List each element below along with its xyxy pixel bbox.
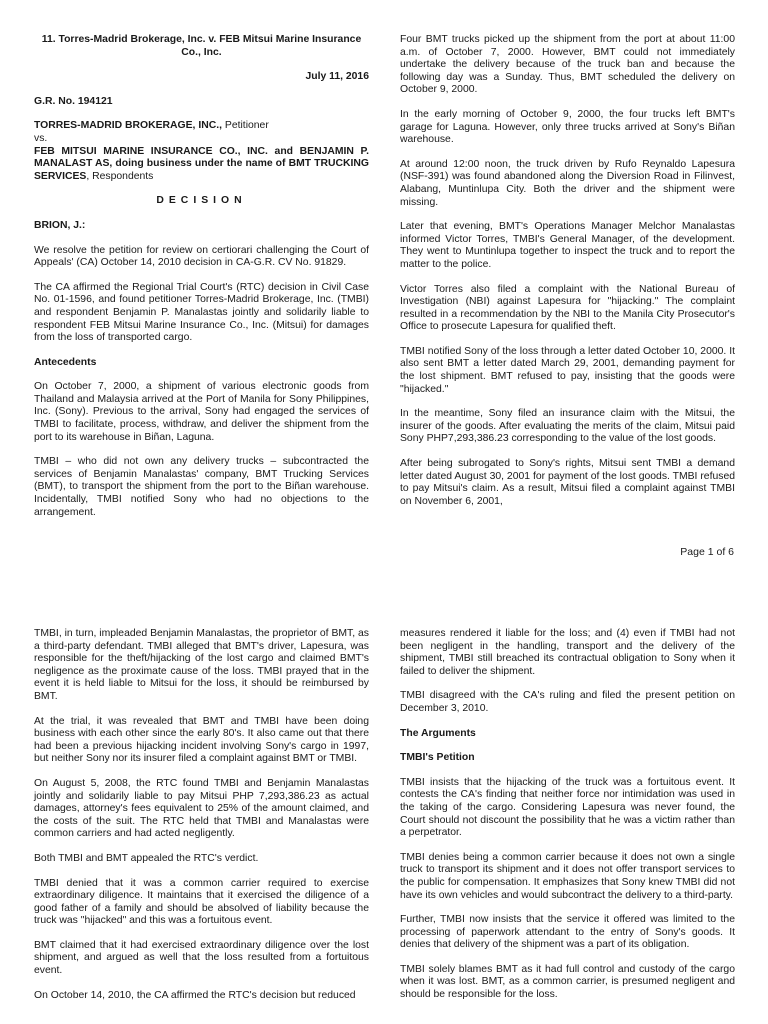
section-heading-petition: TMBI's Petition — [400, 752, 475, 764]
paragraph: At around 12:00 noon, the truck driven by Rufo Reynaldo Lapesura (NSF-391) was found abandoned along the Diversion Road in Filinvest, Alabang, Muntinlupa City. Both the driver and the shipment were missing. — [400, 158, 735, 208]
respondents-names: FEB MITSUI MARINE INSURANCE CO., INC. and BENJAMIN P. MANALAST AS, doing business under the name of BMT TRUCKING SERVICES — [34, 145, 369, 182]
paragraph: In the early morning of October 9, 2000, the four trucks left BMT's garage for Laguna. However, only three trucks arrived at Sony's Biñan warehouse. — [400, 108, 735, 146]
paragraph: Four BMT trucks picked up the shipment from the port at about 11:00 a.m. of October 7, 2000. However, BMT could not immediately undertake the delivery because of the truck ban and because the following day was a Sunday. Thus, BMT scheduled the delivery on October 9, 2000. — [400, 34, 735, 96]
paragraph: In the meantime, Sony filed an insurance claim with the Mitsui, the insurer of the goods. After evaluating the merits of the claim, Mitsui paid Sony PHP7,293,386.23 corresponding to the value of the lost goods. — [400, 408, 735, 445]
gr-number: G.R. No. 194121 — [34, 95, 113, 107]
section-heading-antecedents: Antecedents — [34, 356, 97, 368]
paragraph: TMBI, in turn, impleaded Benjamin Manalastas, the proprietor of BMT, as a third-party defendant. TMBI alleged that BMT's driver, Lapesura, was responsible for the theft/hijacking of the lost cargo and claimed BMT's negligence as the proximate cause of the loss. TMBI prayed that in the event it is held liable to Mitsui for the loss, it should be reimbursed by BMT. — [34, 628, 369, 702]
petitioner-role: Petitioner — [222, 120, 269, 132]
paragraph: TMBI denies being a common carrier because it does not own a single truck to transport its shipment and it does not offer transport services to the public for compensation. It emphasizes that Sony knew TMBI did not have its own vehicles and would subcontract the delivery to a third-party. — [400, 851, 735, 901]
case-title: 11. Torres-Madrid Brokerage, Inc. v. FEB Mitsui Marine Insurance Co., Inc. — [41, 34, 362, 58]
paragraph: Victor Torres also filed a complaint with the National Bureau of Investigation (NBI) against Lapesura for "hijacking." The complaint resulted in a recommendation by the NBI to the Manila City Prosecutor's Office to prosecute Lapesura for qualified theft. — [400, 283, 735, 333]
paragraph: BMT claimed that it had exercised extraordinary diligence over the lost shipment, and argued as well that the loss resulted from a fortuitous event. — [34, 939, 369, 977]
decision-heading: DECISION — [156, 195, 247, 207]
respondents-role: , Respondents — [86, 170, 154, 182]
page-number: Page 1 of 6 — [680, 546, 734, 558]
paragraph: measures rendered it liable for the loss; and (4) even if TMBI had not been negligent in the handling, transport and the delivery of the shipment, TMBI still breached its contractual obligation to Sony when it failed to deliver the shipment. — [400, 628, 735, 677]
paragraph: On August 5, 2008, the RTC found TMBI and Benjamin Manalastas jointly and solidarily liable to pay Mitsui PHP 7,293,386.23 as actual damages, attorney's fees equivalent to 25% of the amount claimed, and the costs of the suit. The RTC held that TMBI and Manalastas were common carriers and had acted negligently. — [34, 777, 369, 840]
decision-date: July 11, 2016 — [305, 71, 369, 83]
paragraph: The CA affirmed the Regional Trial Court's (RTC) decision in Civil Case No. 01-1596, and found petitioner Torres-Madrid Brokerage, Inc. (TMBI) and respondent Benjamin P. Manalastas jointly and solidarily liable to respondent FEB Mitsui Marine Insurance Co., Inc. (Mitsui) for damages from the loss of transported cargo. — [34, 281, 369, 344]
paragraph: TMBI notified Sony of the loss through a letter dated October 10, 2000. It also sent BMT a letter dated March 29, 2001, demanding payment for the lost shipment. BMT refused to pay, insisting that the goods were "hijacked." — [400, 345, 735, 395]
paragraph: On October 7, 2000, a shipment of various electronic goods from Thailand and Malaysia arrived at the Port of Manila for Sony Philippines, Inc. (Sony). Previous to the arrival, Sony had engaged the services of TMBI to facilitate, process, withdraw, and deliver the shipment from the port to its warehouse in Biñan, Laguna. — [34, 381, 369, 443]
section-heading-arguments: The Arguments — [400, 727, 476, 739]
paragraph: At the trial, it was revealed that BMT and TMBI have been doing business with each other since the early 80's. It also came out that there had been a previous hijacking incident involving Sony's cargo in 1997, but neither Sony nor its insurer filed a complaint against BMT or TMBI. — [34, 715, 369, 765]
paragraph: TMBI insists that the hijacking of the truck was a fortuitous event. It contests the CA's finding that neither force nor intimidation was used in the taking of the cargo. Considering Lapesura was never found, the Court should not discount the possibility that he was a victim rather than a perpetrator. — [400, 776, 735, 839]
page1-right-column — [400, 34, 735, 520]
parties — [34, 120, 369, 183]
paragraph: On October 14, 2010, the CA affirmed the RTC's decision but reduced — [34, 989, 356, 1001]
page2-left-column — [34, 628, 369, 1014]
paragraph: TMBI disagreed with the CA's ruling and filed the present petition on December 3, 2010. — [400, 690, 735, 714]
paragraph: Both TMBI and BMT appealed the RTC's verdict. — [34, 852, 259, 864]
paragraph: Further, TMBI now insists that the service it offered was limited to the processing of paperwork attendant to the entry of Sony's goods. It denies that delivery of the shipment was a part of its obligation. — [400, 914, 735, 951]
paragraph: After being subrogated to Sony's rights, Mitsui sent TMBI a demand letter dated August 30, 2001 for payment of the lost goods. TMBI refused to pay Mitsui's claim. As a result, Mitsui filed a complaint against TMBI on November 6, 2001, — [400, 458, 735, 507]
paragraph: TMBI solely blames BMT as it had full control and custody of the cargo when it was lost. BMT, as a common carrier, is presumed negligent and should be responsible for the loss. — [400, 963, 735, 1001]
paragraph: Later that evening, BMT's Operations Manager Melchor Manalastas informed Victor Torres, TMBI's General Manager, of the development. They went to Muntinlupa together to inspect the truck and to report the matter to the police. — [400, 221, 735, 270]
document-page-2 — [0, 628, 768, 1024]
paragraph: TMBI – who did not own any delivery trucks – subcontracted the services of Benjamin Manalastas' company, BMT Trucking Services (BMT), to transport the shipment from the port to the Biñan warehouse. Incidentally, TMBI notified Sony who had no objections to the arrangement. — [34, 456, 369, 518]
page2-right-column — [400, 628, 735, 1014]
paragraph: We resolve the petition for review on certiorari challenging the Court of Appeals' (CA) October 14, 2010 decision in CA-G.R. CV No. 91829. — [34, 244, 369, 269]
page-separator — [0, 572, 768, 628]
ponente: BRION, J.: — [34, 219, 86, 231]
page1-left-column — [34, 34, 369, 531]
versus: vs. — [34, 132, 48, 144]
paragraph: TMBI denied that it was a common carrier required to exercise extraordinary diligence. It maintains that it exercised the diligence of a good father of a family and should be absolved of liability because the truck was "hijacked" and this was a fortuitous event. — [34, 877, 369, 927]
petitioner-name: TORRES-MADRID BROKERAGE, INC., — [34, 120, 223, 132]
